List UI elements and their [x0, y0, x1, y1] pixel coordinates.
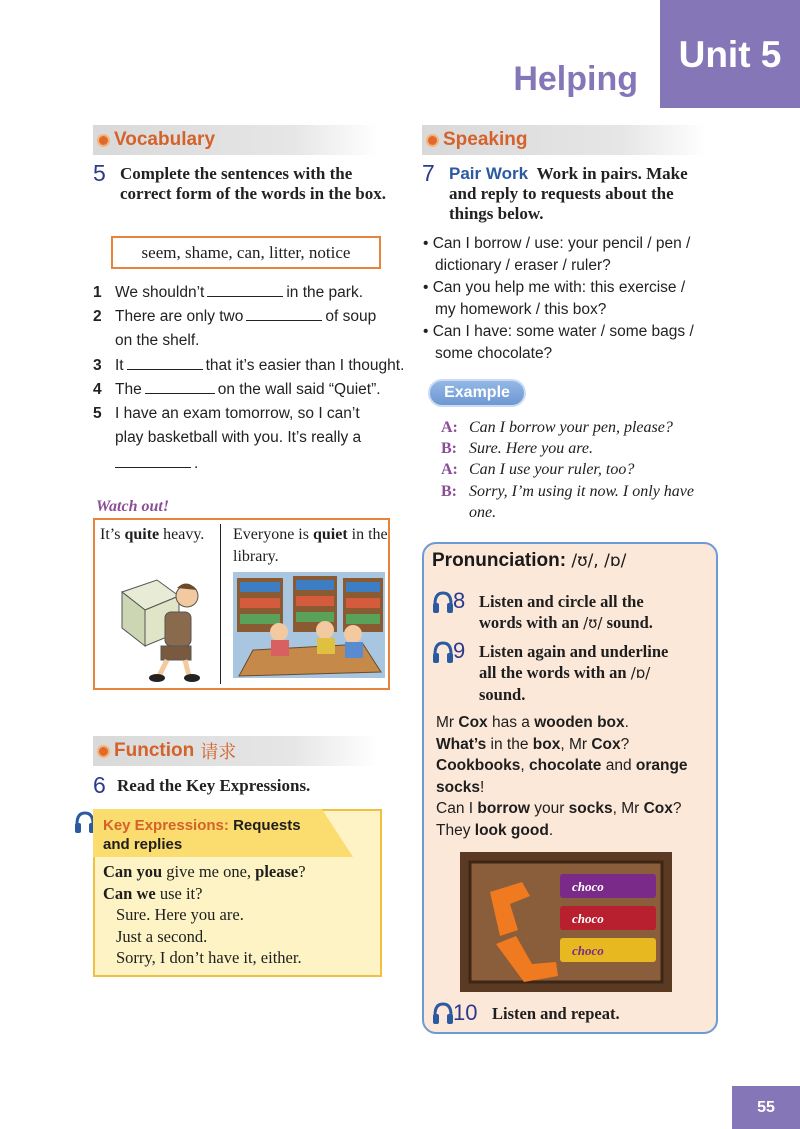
- prompt-line: • Can I borrow / use: your pencil / pen /: [423, 235, 691, 252]
- unit-label: Unit 5: [678, 34, 782, 75]
- pair-work-label: Pair Work: [449, 164, 529, 183]
- exercise-number-10: 10: [453, 1000, 478, 1025]
- vocabulary-heading: [93, 125, 378, 155]
- section-bullet-icon: [97, 745, 110, 758]
- sentence-5-cont: play basketball with you. It’s really a: [115, 429, 362, 446]
- prompt-line: some chocolate?: [435, 345, 553, 362]
- section-bullet-icon: [97, 134, 110, 147]
- key-expression-reply: Sure. Here you are.: [116, 905, 244, 924]
- pronunciation-box: [422, 542, 718, 1034]
- choco-label-3: choco: [572, 943, 604, 958]
- chant-line: They look good.: [436, 821, 554, 839]
- library-illustration: [233, 572, 385, 678]
- pronunciation-chant: [436, 712, 688, 841]
- sentence-3: 3 It that it’s easier than I thought.: [93, 357, 405, 374]
- audio-cd-icon[interactable]: [432, 1001, 454, 1027]
- sentence-5: 5 I have an exam tomorrow, so I can’t: [93, 405, 360, 422]
- pronunciation-title: Pronunciation: /ʊ/, /ɒ/: [432, 550, 627, 571]
- watch-out-box: [93, 518, 390, 690]
- exercise-number-9: 9: [453, 638, 466, 663]
- exercise-10-instruction: Listen and repeat.: [492, 1004, 620, 1023]
- function-heading-text: Function: [114, 740, 195, 761]
- exercise-9-instruction: Listen again and underline all the words with an /ɒ/ sound.: [479, 642, 669, 704]
- exercise-number-7: 7: [422, 160, 435, 186]
- chant-line: Cookbooks, chocolate and orange: [436, 757, 688, 774]
- boy-carrying-box-illustration: [117, 574, 207, 684]
- speaking-heading-text: Speaking: [443, 129, 528, 150]
- watch-out-quiet: Everyone is quiet in the library.: [233, 526, 388, 565]
- chant-line: Can I borrow your socks, Mr Cox?: [436, 800, 682, 817]
- function-heading-zh: 请求: [200, 742, 237, 763]
- speaking-prompts: [423, 233, 694, 365]
- page-title: Helping: [513, 60, 638, 98]
- answer-blank[interactable]: [207, 285, 283, 297]
- wooden-box-image: [460, 852, 672, 992]
- dialogue-line: A: Can I borrow your pen, please?: [441, 419, 673, 436]
- sentence-2: 2 There are only two of soup: [93, 308, 377, 325]
- divider: [220, 524, 221, 684]
- key-expression-line: Can we use it?: [103, 884, 203, 903]
- example-badge: Example: [428, 379, 526, 407]
- answer-blank[interactable]: [115, 456, 191, 468]
- key-expression-reply: Just a second.: [116, 927, 208, 946]
- sentence-2-cont: on the shelf.: [115, 332, 200, 349]
- chant-line: socks!: [436, 778, 485, 796]
- answer-blank[interactable]: [246, 309, 322, 321]
- exercise-number-8: 8: [453, 588, 466, 613]
- function-heading: [93, 736, 378, 766]
- choco-label-1: choco: [572, 879, 604, 894]
- exercise-5-instruction: Complete the sentences with the correct form of the words in the box.: [120, 164, 386, 203]
- exercise-7-instruction: Pair Work Work in pairs. Make and reply to requests about the things below.: [449, 164, 688, 223]
- prompt-line: • Can I have: some water / some bags /: [423, 323, 694, 340]
- exercise-8-instruction: Listen and circle all the words with an /ʊ/ sound.: [479, 592, 653, 632]
- sentence-4: 4 The on the wall said “Quiet”.: [93, 381, 381, 398]
- dialogue-line: A: Can I use your ruler, too?: [441, 461, 635, 478]
- prompt-line: • Can you help me with: this exercise /: [423, 279, 686, 296]
- key-expressions-box: [93, 809, 382, 977]
- chant-line: What’s in the box, Mr Cox?: [436, 735, 630, 753]
- chant-line: Mr Cox has a wooden box.: [436, 714, 629, 731]
- exercise-number-5: 5: [93, 160, 106, 186]
- dialogue-line: B: Sure. Here you are.: [441, 440, 593, 457]
- prompt-line: my homework / this box?: [435, 301, 607, 318]
- choco-label-2: choco: [572, 911, 604, 926]
- page-number: 55: [732, 1086, 800, 1129]
- sentence-5-end: .: [112, 455, 198, 473]
- key-expression-line: Can you give me one, please?: [103, 862, 306, 881]
- answer-blank[interactable]: [145, 382, 215, 394]
- exercise-6-instruction: Read the Key Expressions.: [117, 776, 311, 795]
- audio-cd-icon[interactable]: [432, 640, 454, 666]
- vocabulary-heading-text: Vocabulary: [114, 129, 216, 150]
- exercise-number-6: 6: [93, 772, 106, 798]
- speaking-heading: [422, 125, 707, 155]
- sentence-1: 1 We shouldn’t in the park.: [93, 284, 364, 301]
- section-bullet-icon: [426, 134, 439, 147]
- watch-out-label: Watch out!: [96, 498, 170, 515]
- audio-cd-icon[interactable]: [432, 590, 454, 616]
- dialogue-line: one.: [469, 504, 497, 521]
- word-box: seem, shame, can, litter, notice: [111, 236, 381, 269]
- answer-blank[interactable]: [127, 358, 203, 370]
- key-expressions-title: Key Expressions: Requests and replies: [103, 817, 301, 853]
- watch-out-quite: It’s quite heavy.: [100, 526, 205, 543]
- prompt-line: dictionary / eraser / ruler?: [435, 257, 611, 274]
- dialogue-line: B: Sorry, I’m using it now. I only have: [441, 483, 695, 500]
- key-expression-reply: Sorry, I don’t have it, either.: [116, 948, 302, 967]
- unit-tab: [660, 0, 800, 108]
